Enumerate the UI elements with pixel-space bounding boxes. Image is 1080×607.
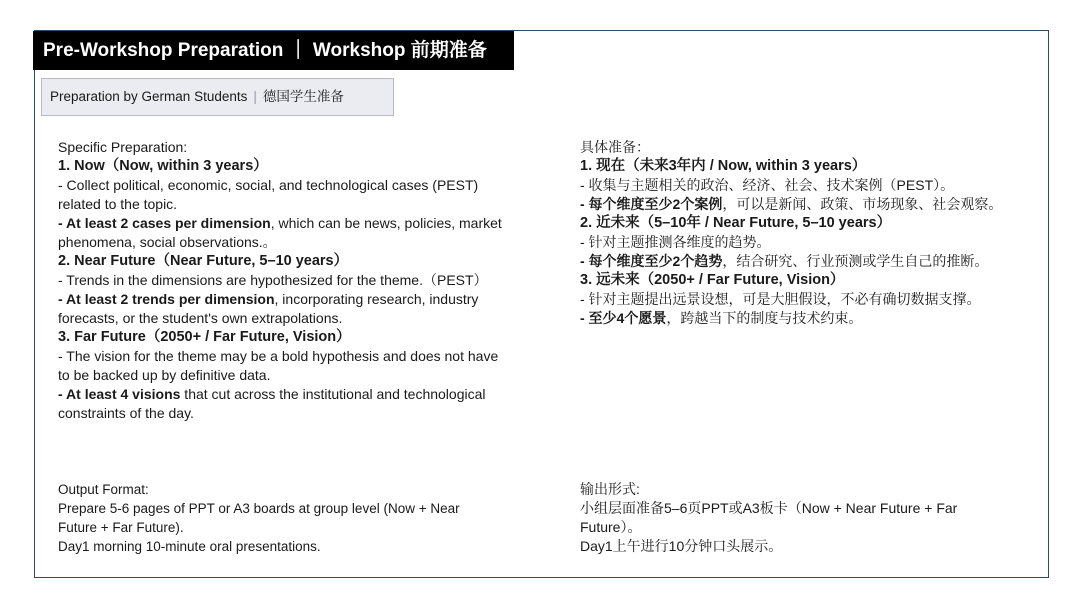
now-point-1: - Collect political, economic, social, and technological cases (PEST) related to the topic. [58,177,479,212]
near-future-point-1: - Trends in the dimensions are hypothesized for the theme.（PEST） [58,272,488,288]
now-point-2-bold-zh: - 每个维度至少2个案例 [580,196,723,212]
specific-preparation-heading-zh: 具体准备： [580,139,650,155]
near-future-point-2 [58,290,503,328]
subtitle-separator: | [253,89,257,104]
far-future-point-1-zh: - 针对主题提出远景设想，可是大胆假设，不必有确切数据支撑。 [580,291,981,307]
far-future-title: 3. Far Future（2050+ / Far Future, Vision） [58,329,351,345]
specific-preparation-heading: Specific Preparation: [58,139,188,155]
far-future-point-2-bold-zh: - 至少4个愿景 [580,310,667,326]
output-format-line-2: Day1 morning 10-minute oral presentations. [58,539,321,554]
far-future-point-2-bold: - At least 4 visions [58,386,181,402]
far-future-point-1: - The vision for the theme may be a bold hypothesis and does not have to be backed up by definitive data. [58,348,499,383]
now-point-1-zh: - 收集与主题相关的政治、经济、社会、技术案例（PEST）。 [580,177,955,193]
english-preparation-column [58,138,503,423]
output-format-en [58,480,478,556]
output-format-zh [580,480,1020,556]
subtitle-zh: 德国学生准备 [262,89,344,104]
now-point-2-rest: , which can be news, policies, market phenomena, social observations.。 [58,215,502,250]
far-future-point-2-rest-zh: ，跨越当下的制度与技术约束。 [666,310,863,326]
now-point-2-bold: - At least 2 cases per dimension [58,215,271,231]
page-title: Pre-Workshop Preparation ｜ Workshop 前期准备 [33,31,514,70]
now-title: 1. Now（Now, within 3 years） [58,158,268,174]
far-future-point-2 [58,385,503,423]
near-future-point-2-rest: , incorporating research, industry forecasts, or the student's own extrapolations. [58,291,479,326]
far-future-point-2-zh [580,309,1045,328]
far-future-title-zh: 3. 远未来（2050+ / Far Future, Vision） [580,272,845,288]
output-format-line-1: Prepare 5-6 pages of PPT or A3 boards at group level (Now + Near Future + Far Future). [58,501,460,535]
near-future-point-2-bold-zh: - 每个维度至少2个趋势 [580,253,723,269]
near-future-point-2-bold: - At least 2 trends per dimension [58,291,275,307]
now-point-2-rest-zh: ，可以是新闻、政策、市场现象、社会观察。 [722,196,1003,212]
near-future-point-2-rest-zh: ，结合研究、行业预测或学生自己的推断。 [722,253,989,269]
subtitle-en: Preparation by German Students [50,89,248,104]
chinese-preparation-column [580,138,1045,328]
output-format-heading-zh: 输出形式: [580,481,640,497]
now-point-2-zh [580,195,1045,214]
now-point-2 [58,214,503,252]
near-future-title-zh: 2. 近未来（5–10年 / Near Future, 5–10 years） [580,215,892,231]
output-format-heading: Output Format: [58,482,149,497]
section-subtitle [41,78,394,116]
output-format-line-1-zh: 小组层面准备5–6页PPT或A3板卡（Now + Near Future + Far Future）。 [580,500,958,535]
output-format-line-2-zh: Day1上午进行10分钟口头展示。 [580,538,783,554]
far-future-point-2-rest: that cut across the institutional and technological constraints of the day. [58,386,486,421]
now-title-zh: 1. 现在（未来3年内 / Now, within 3 years） [580,158,867,174]
near-future-title: 2. Near Future（Near Future, 5–10 years） [58,253,349,269]
near-future-point-2-zh [580,252,1045,271]
near-future-point-1-zh: - 针对主题推测各维度的趋势。 [580,234,771,250]
